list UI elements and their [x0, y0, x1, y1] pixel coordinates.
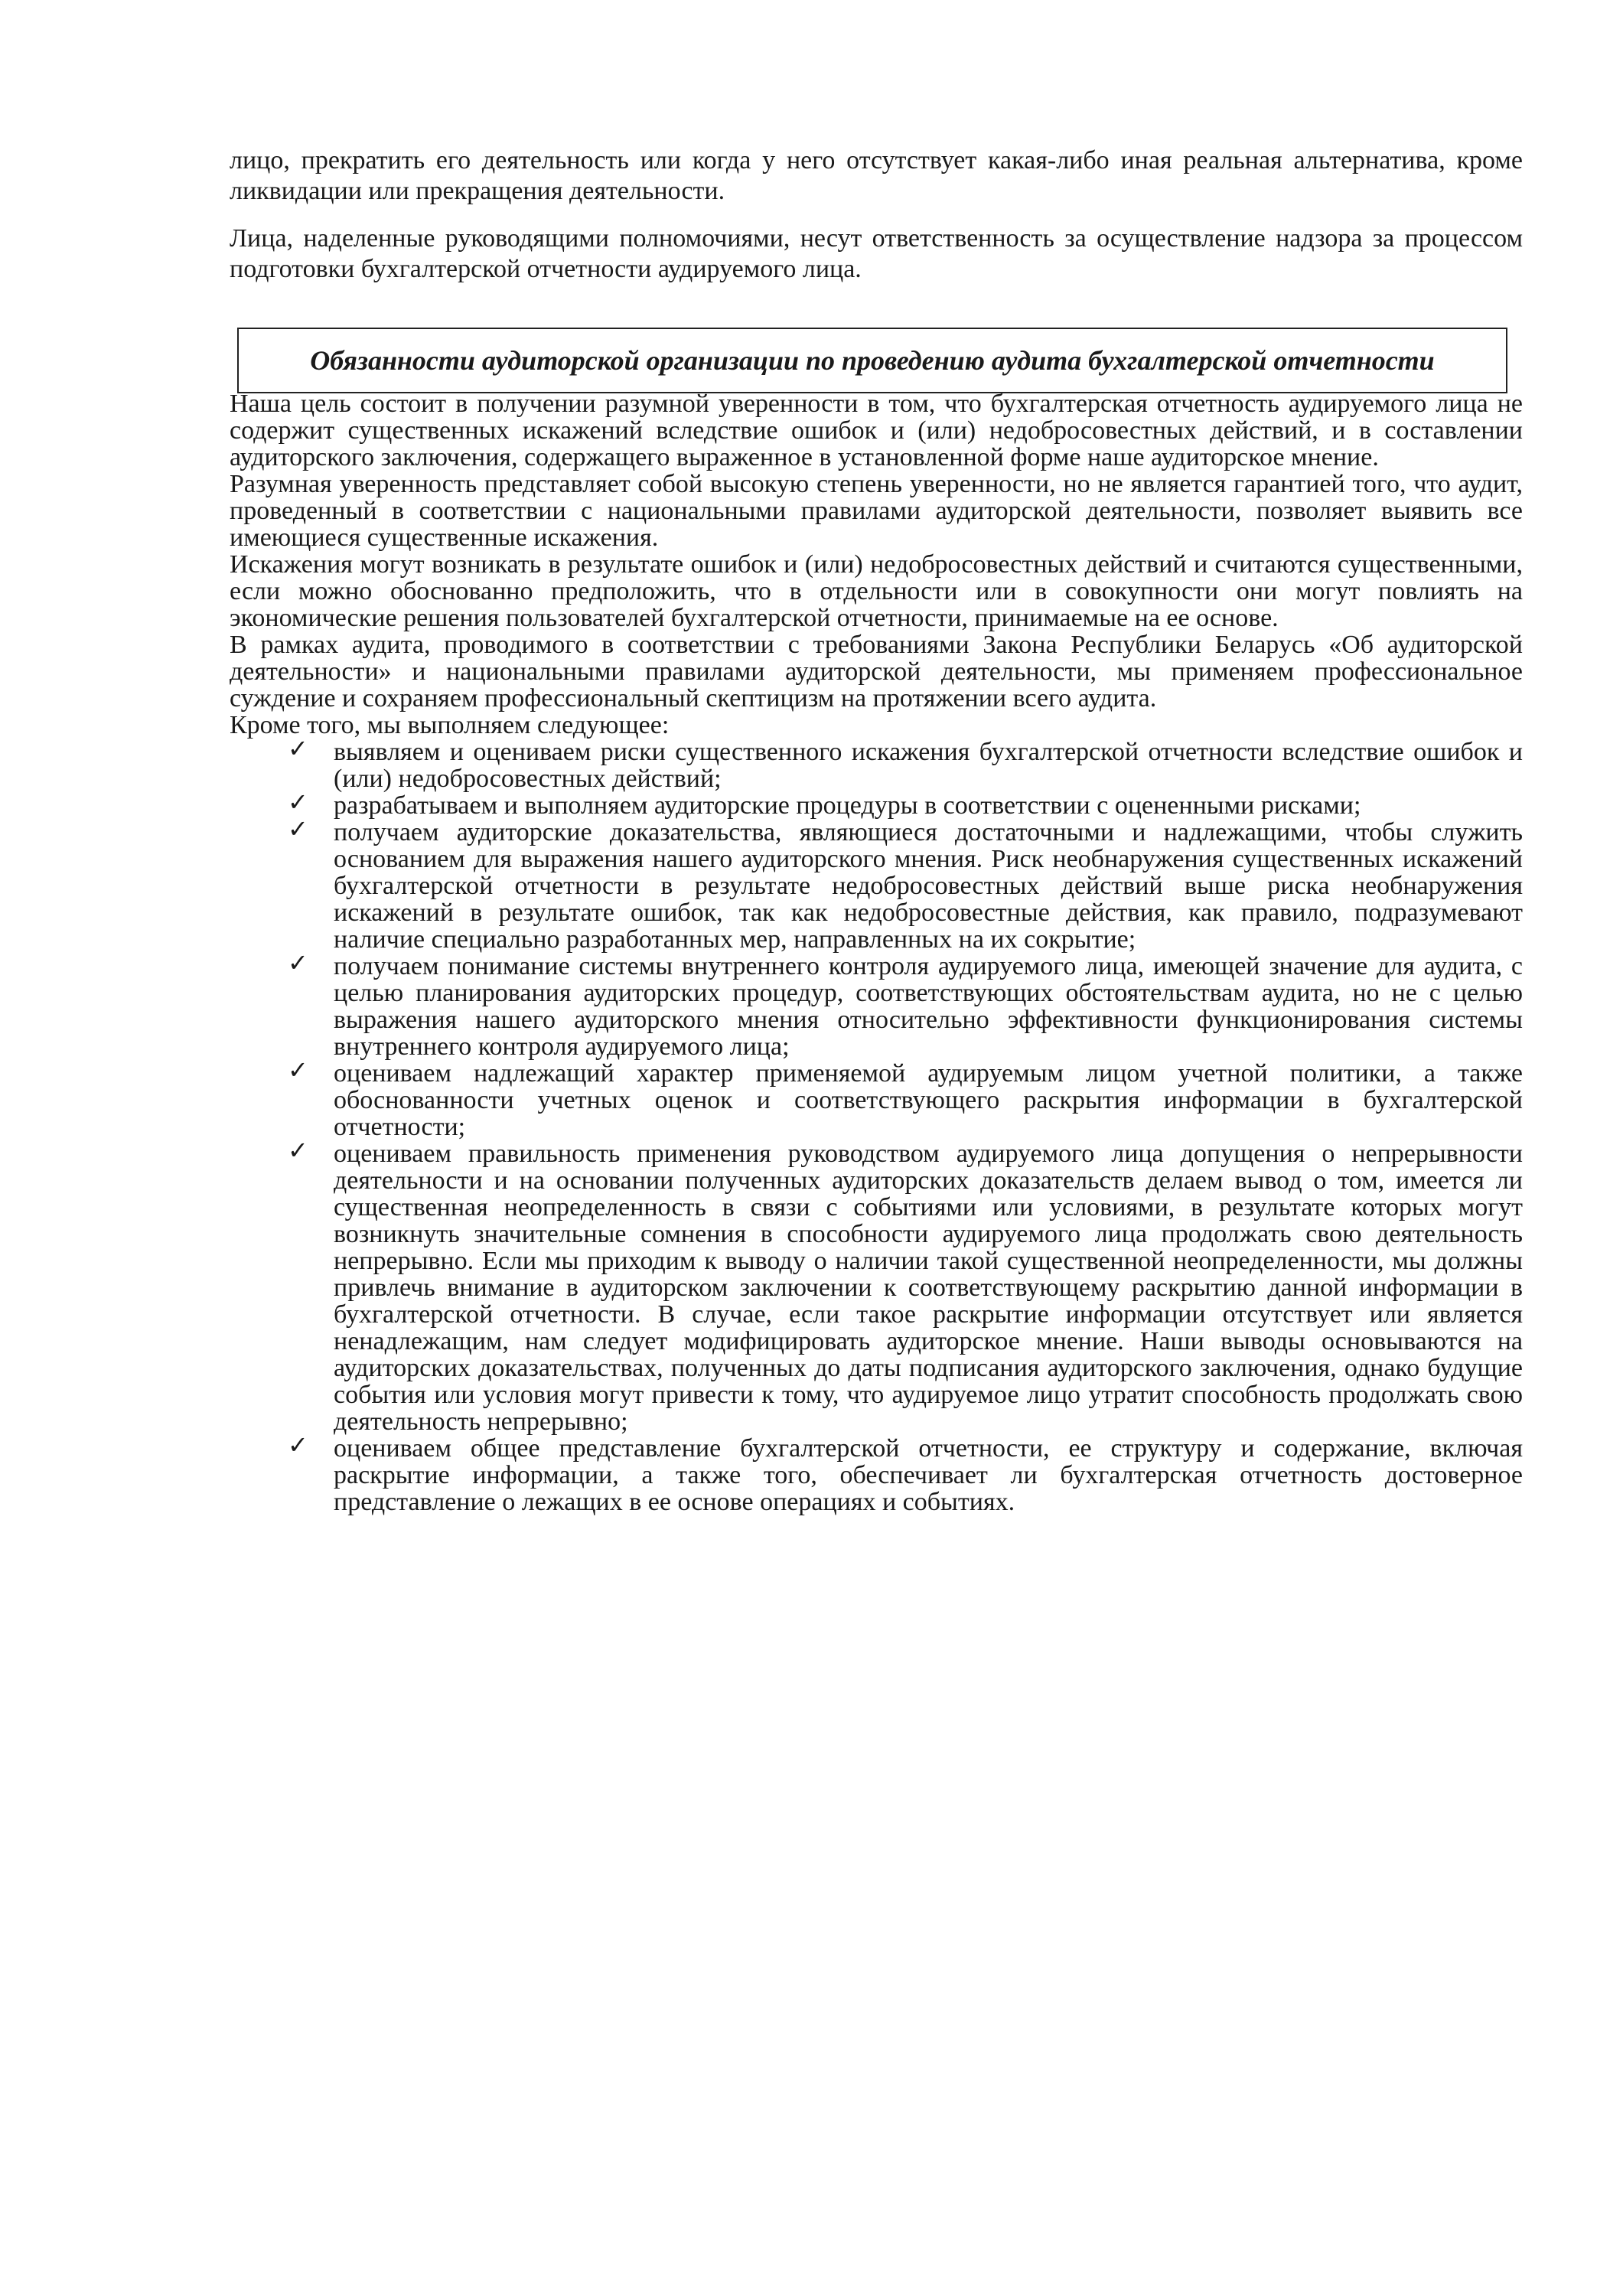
list-item	[230, 734, 1523, 793]
paragraph-continuation: лицо, прекратить его деятельность или когда у него отсутствует какая-либо иная реальная альтернатива, кроме ликвидации или прекращения деятельности.	[230, 146, 1523, 205]
list-item	[230, 814, 1523, 954]
paragraph-reasonable-assurance: Разумная уверенность представляет собой высокую степень уверенности, но не является гарантией того, что аудит, проведенный в соответствии с национальными правилами аудиторской деятельности, позволяет выявить все имеющиеся существенные искажения.	[230, 470, 1523, 552]
paragraph-misstatements: Искажения могут возникать в результате ошибок и (или) недобросовестных действий и считаются существенными, если можно обоснованно предположить, что в отдельности или в совокупности они могут повлиять на экономические решения пользователей бухгалтерской отчетности, принимаемые на ее основе.	[230, 550, 1523, 632]
section-heading-box	[237, 328, 1507, 393]
list-item	[230, 1136, 1523, 1436]
list-item-text: оцениваем правильность применения руководством аудируемого лица допущения о непрерывности деятельности и на основании полученных аудиторских доказательств делаем вывод о том, имеется ли существенная неопределенность в связи с событиями или условиями, в результате которых могут возникнуть значительные сомнения в способности аудируемого лица продолжать свою деятельность непрерывно. Если мы приходим к выводу о наличии такой существенной неопределенности, мы должны привлечь внимание в аудиторском заключении к соответствующему раскрытию данной информации в бухгалтерской отчетности. В случае, если такое раскрытие информации отсутствует или является ненадлежащим, нам следует модифицировать аудиторское мнение. Наши выводы основываются на аудиторских доказательствах, полученных до даты подписания аудиторского заключения, однако будущие события или условия могут привести к тому, что аудируемое лицо утратит способность продолжать свою деятельность непрерывно;	[334, 1140, 1523, 1436]
paragraph-governance: Лица, наделенные руководящими полномочиями, несут ответственность за осуществление надзора за процессом подготовки бухгалтерской отчетности аудируемого лица.	[230, 224, 1523, 283]
checkmark-icon: ✓	[288, 948, 308, 977]
list-item	[230, 1430, 1523, 1516]
checkmark-icon: ✓	[288, 734, 308, 763]
list-item-text: получаем понимание системы внутреннего контроля аудируемого лица, имеющей значение для аудита, с целью планирования аудиторских процедур, соответствующих обстоятельствам аудита, но не с целью выражения нашего аудиторского мнения относительно эффективности функционирования системы внутреннего контроля аудируемого лица;	[334, 952, 1523, 1061]
checkmark-icon: ✓	[288, 814, 308, 843]
list-item-text: оцениваем надлежащий характер применяемой аудируемым лицом учетной политики, а также обоснованности учетных оценок и соответствующего раскрытия информации в бухгалтерской отчетности;	[334, 1059, 1523, 1141]
list-item	[230, 788, 1523, 820]
paragraph-professional-judgment: В рамках аудита, проводимого в соответствии с требованиями Закона Республики Беларусь «Об аудиторской деятельности» и национальными правилами аудиторской деятельности, мы применяем профессиональное суждение и сохраняем профессиональный скептицизм на протяжении всего аудита.	[230, 631, 1523, 713]
checkmark-icon: ✓	[288, 1136, 308, 1165]
list-item-text: выявляем и оцениваем риски существенного искажения бухгалтерской отчетности вследствие ошибок и (или) недобросовестных действий;	[334, 738, 1523, 793]
paragraph-objective: Наша цель состоит в получении разумной уверенности в том, что бухгалтерская отчетность аудируемого лица не содержит существенных искажений вследствие ошибок и (или) недобросовестных действий, и в составлении аудиторского заключения, содержащего выраженное в установленной форме наше аудиторское мнение.	[230, 390, 1523, 471]
top-section	[230, 145, 1523, 285]
list-item-text: получаем аудиторские доказательства, являющиеся достаточными и надлежащими, чтобы служить основанием для выражения нашего аудиторского мнения. Риск необнаружения существенных искажений бухгалтерской отчетности в результате недобросовестных действий выше риска необнаружения искажений в результате ошибок, так как недобросовестные действия, как правило, подразумевают наличие специально разработанных мер, направленных на их сокрытие;	[334, 818, 1523, 954]
list-item	[230, 948, 1523, 1061]
list-item-text: разрабатываем и выполняем аудиторские процедуры в соответствии с оцененными рисками;	[334, 791, 1361, 820]
list-item-text: оцениваем общее представление бухгалтерской отчетности, ее структуру и содержание, включая раскрытие информации, а также того, обеспечивает ли бухгалтерская отчетность достоверное представление о лежащих в ее основе операциях и событиях.	[334, 1434, 1523, 1516]
procedures-checklist	[230, 734, 1523, 1516]
checkmark-icon: ✓	[288, 1055, 308, 1084]
section-title: Обязанности аудиторской организации по проведению аудита бухгалтерской отчетности	[310, 345, 1435, 376]
list-item	[230, 1055, 1523, 1141]
checkmark-icon: ✓	[288, 1430, 308, 1459]
checkmark-icon: ✓	[288, 788, 308, 817]
list-intro: Кроме того, мы выполняем следующее:	[230, 711, 670, 739]
audit-duties-section	[230, 390, 1523, 1515]
